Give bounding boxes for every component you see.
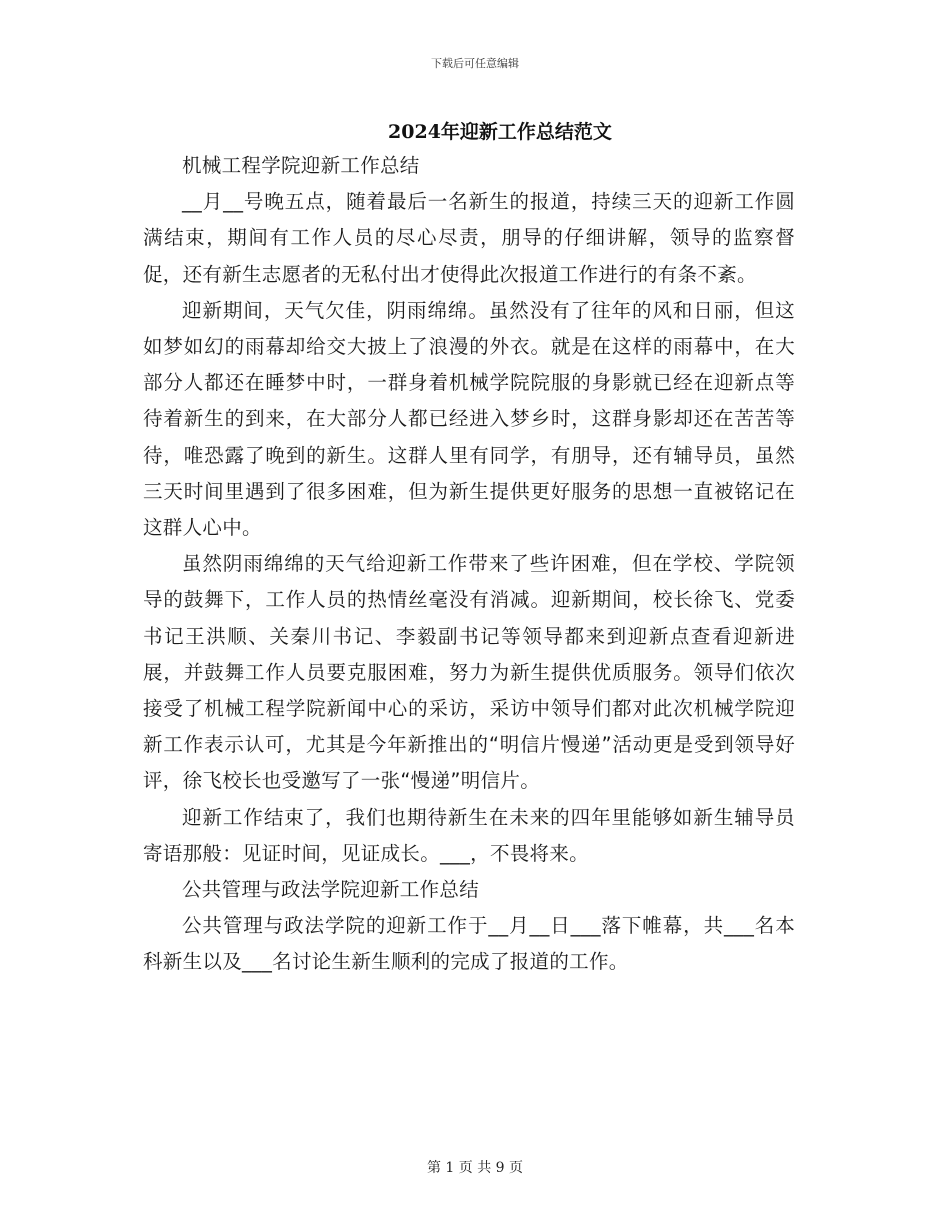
section-heading-mechanical: 机械工程学院迎新工作总结 <box>182 154 420 177</box>
paragraph: 虽然阴雨绵绵的天气给迎新工作带来了些许困难，但在学校、学院领导的鼓舞下，工作人员的热情丝毫没有消减。迎新期间，校长徐飞、党委书记王洪顺、关秦川书记、李毅副书记等领导都来到迎新点查看迎新进展，并鼓舞工作人员要克服困难，努力为新生提供优质服务。领导们依次接受了机械工程学院新闻中心的采访，采访中领导们都对此次机械学院迎新工作表示认可，尤其是今年新推出的“明信片慢递”活动更是受到领导好评，徐飞校长也受邀写了一张“慢递”明信片。 <box>143 552 795 793</box>
page-footer: 第 1 页 共 9 页 <box>426 1160 524 1176</box>
section-heading-public-admin: 公共管理与政法学院迎新工作总结 <box>182 878 480 902</box>
document-body <box>143 148 795 981</box>
paragraph: __月__号晚五点，随着最后一名新生的报道，持续三天的迎新工作圆满结束，期间有工作人员的尽心尽责，朋导的仔细讲解，领导的监察督促，还有新生志愿者的无私付出才使得此次报道工作进行的有条不紊。 <box>143 190 795 286</box>
paragraph: 公共管理与政法学院的迎新工作于__月__日___落下帷幕，共___名本科新生以及___名讨论生新生顺利的完成了报道的工作。 <box>143 914 795 974</box>
document-title: 2024年迎新工作总结范文 <box>388 121 612 143</box>
header-note: 下载后可任意编辑 <box>431 57 519 70</box>
paragraph: 迎新期间，天气欠佳，阴雨绵绵。虽然没有了往年的风和日丽，但这如梦如幻的雨幕却给交大披上了浪漫的外衣。就是在这样的雨幕中，在大部分人都还在睡梦中时，一群身着机械学院院服的身影就已经在迎新点等待着新生的到来，在大部分人都已经进入梦乡时，这群身影却还在苦苦等待，唯恐露了晚到的新生。这群人里有同学，有朋导，还有辅导员，虽然三天时间里遇到了很多困难，但为新生提供更好服务的思想一直被铭记在这群人心中。 <box>143 298 795 540</box>
paragraph: 迎新工作结束了，我们也期待新生在未来的四年里能够如新生辅导员寄语那般：见证时间，见证成长。___，不畏将来。 <box>143 805 795 865</box>
